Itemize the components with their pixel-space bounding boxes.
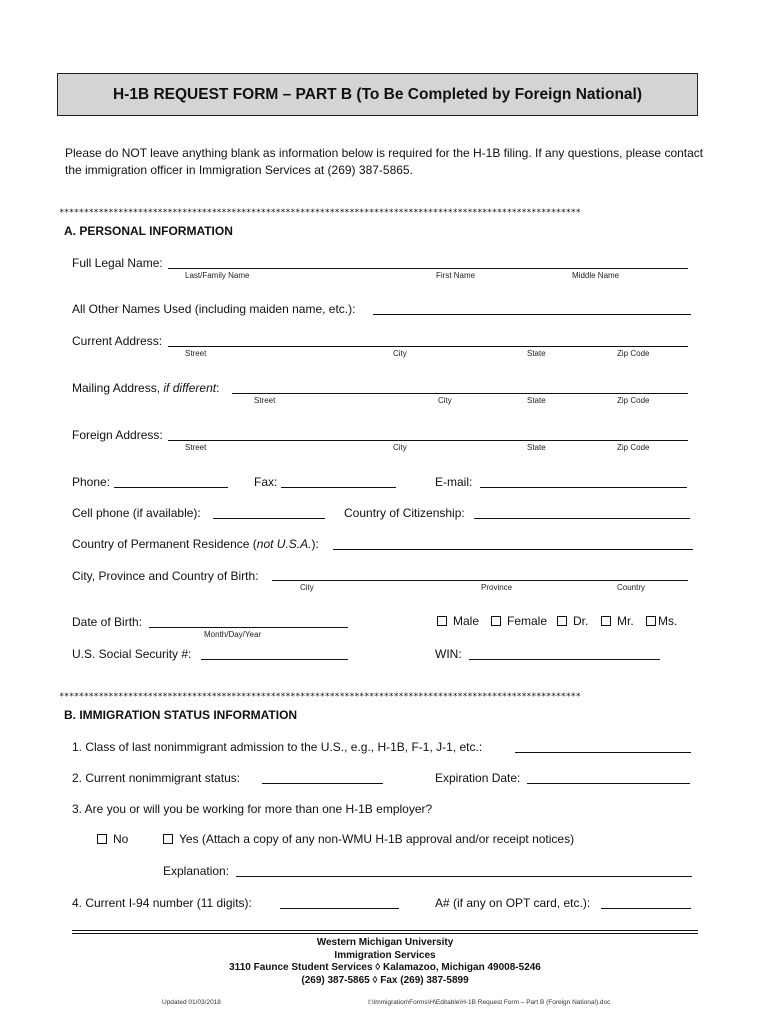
footer-rule bbox=[72, 933, 698, 934]
state-sub: State bbox=[527, 396, 546, 405]
i94-field[interactable] bbox=[280, 908, 399, 909]
cell-phone-label: Cell phone (if available): bbox=[72, 506, 201, 520]
footer-rule bbox=[72, 930, 698, 931]
last-name-sub: Last/Family Name bbox=[185, 271, 250, 280]
expiration-label: Expiration Date: bbox=[435, 771, 521, 785]
separator-stars: ********************************************************************************************************** bbox=[59, 208, 581, 218]
street-sub: Street bbox=[185, 443, 207, 452]
win-field[interactable] bbox=[469, 659, 660, 660]
q1-label: 1. Class of last nonimmigrant admission to the U.S., e.g., H-1B, F-1, J-1, etc.: bbox=[72, 740, 483, 754]
state-sub: State bbox=[527, 349, 546, 358]
first-name-sub: First Name bbox=[436, 271, 476, 280]
updated-date: Updated 01/03/2018 bbox=[162, 999, 221, 1006]
q2-label: 2. Current nonimmigrant status: bbox=[72, 771, 241, 785]
dob-label: Date of Birth: bbox=[72, 615, 143, 629]
footer-address: 3110 Faunce Student Services ◊ Kalamazoo, Michigan 49008-5246 bbox=[229, 962, 541, 973]
yes-checkbox[interactable]: Yes (Attach a copy of any non-WMU H-1B approval and/or receipt notices) bbox=[163, 832, 574, 846]
q1-field[interactable] bbox=[515, 752, 691, 753]
footer-block bbox=[0, 937, 770, 987]
birth-city-sub: City bbox=[300, 583, 314, 592]
street-sub: Street bbox=[254, 396, 276, 405]
citizenship-label: Country of Citizenship: bbox=[344, 506, 465, 520]
foreign-address-label: Foreign Address: bbox=[72, 428, 163, 442]
footer-department: Immigration Services bbox=[334, 949, 436, 961]
form-title: H-1B REQUEST FORM – PART B (To Be Completed by Foreign National) bbox=[57, 73, 698, 116]
female-checkbox[interactable]: Female bbox=[491, 614, 547, 628]
permanent-residence-label: Country of Permanent Residence (not U.S.A.): bbox=[72, 537, 319, 551]
checkbox-icon bbox=[491, 616, 501, 626]
male-checkbox[interactable]: Male bbox=[437, 614, 479, 628]
city-sub: City bbox=[393, 349, 407, 358]
current-address-label: Current Address: bbox=[72, 334, 163, 348]
expiration-field[interactable] bbox=[527, 783, 690, 784]
permanent-residence-field[interactable] bbox=[333, 549, 693, 550]
document-path: I:\Immigration\Forms\H\Editable\H-1B Request Form – Part B (Foreign National).doc bbox=[368, 999, 611, 1006]
section-b-heading: B. IMMIGRATION STATUS INFORMATION bbox=[64, 708, 298, 722]
checkbox-icon bbox=[557, 616, 567, 626]
full-legal-name-label: Full Legal Name: bbox=[72, 256, 163, 270]
checkbox-icon bbox=[437, 616, 447, 626]
win-label: WIN: bbox=[435, 647, 462, 661]
intro-text: Please do NOT leave anything blank as information below is required for the H-1B filing. If any questions, please contact the immigration officer in Immigration Services at (269) 387-5865. bbox=[65, 146, 704, 177]
birth-country-sub: Country bbox=[617, 583, 646, 592]
explanation-field[interactable] bbox=[236, 876, 692, 877]
cell-phone-field[interactable] bbox=[213, 518, 325, 519]
dob-sub: Month/Day/Year bbox=[204, 630, 262, 639]
checkbox-icon bbox=[163, 834, 173, 844]
state-sub: State bbox=[527, 443, 546, 452]
anumber-label: A# (if any on OPT card, etc.): bbox=[435, 896, 591, 910]
birthplace-field[interactable] bbox=[272, 580, 688, 581]
footer-phone: (269) 387-5865 ◊ Fax (269) 387-5899 bbox=[301, 974, 469, 986]
zip-sub: Zip Code bbox=[617, 396, 650, 405]
ssn-label: U.S. Social Security #: bbox=[72, 647, 192, 661]
email-field[interactable] bbox=[480, 487, 687, 488]
checkbox-icon bbox=[601, 616, 611, 626]
middle-name-sub: Middle Name bbox=[572, 271, 620, 280]
mailing-address-label: Mailing Address, if different: bbox=[72, 381, 220, 395]
checkbox-icon bbox=[97, 834, 107, 844]
other-names-label: All Other Names Used (including maiden name, etc.): bbox=[72, 302, 356, 316]
birthplace-label: City, Province and Country of Birth: bbox=[72, 569, 259, 583]
q2-field[interactable] bbox=[262, 783, 383, 784]
explanation-label: Explanation: bbox=[163, 864, 230, 878]
zip-sub: Zip Code bbox=[617, 443, 650, 452]
other-names-field[interactable] bbox=[373, 314, 691, 315]
mr-checkbox[interactable]: Mr. bbox=[601, 614, 634, 628]
checkbox-icon bbox=[646, 616, 656, 626]
dr-checkbox[interactable]: Dr. bbox=[557, 614, 588, 628]
email-label: E-mail: bbox=[435, 475, 473, 489]
anumber-field[interactable] bbox=[601, 908, 691, 909]
q3-label: 3. Are you or will you be working for more than one H-1B employer? bbox=[72, 802, 433, 816]
section-a-heading: A. PERSONAL INFORMATION bbox=[64, 224, 233, 238]
birth-province-sub: Province bbox=[481, 583, 513, 592]
city-sub: City bbox=[393, 443, 407, 452]
phone-label: Phone: bbox=[72, 475, 111, 489]
phone-field[interactable] bbox=[114, 487, 228, 488]
dob-field[interactable] bbox=[149, 627, 348, 628]
no-checkbox[interactable]: No bbox=[97, 832, 128, 846]
footer-university: Western Michigan University bbox=[316, 937, 454, 948]
city-sub: City bbox=[438, 396, 452, 405]
fax-label: Fax: bbox=[254, 475, 278, 489]
zip-sub: Zip Code bbox=[617, 349, 650, 358]
separator-stars: ********************************************************************************************************** bbox=[59, 692, 581, 702]
fax-field[interactable] bbox=[281, 487, 396, 488]
ms-checkbox[interactable]: Ms. bbox=[646, 614, 677, 628]
q4-label: 4. Current I-94 number (11 digits): bbox=[72, 896, 252, 910]
foreign-address-field[interactable] bbox=[168, 440, 688, 441]
citizenship-field[interactable] bbox=[474, 518, 690, 519]
full-legal-name-field[interactable] bbox=[168, 268, 688, 269]
current-address-field[interactable] bbox=[168, 346, 688, 347]
mailing-address-field[interactable] bbox=[232, 393, 688, 394]
street-sub: Street bbox=[185, 349, 207, 358]
ssn-field[interactable] bbox=[201, 659, 348, 660]
